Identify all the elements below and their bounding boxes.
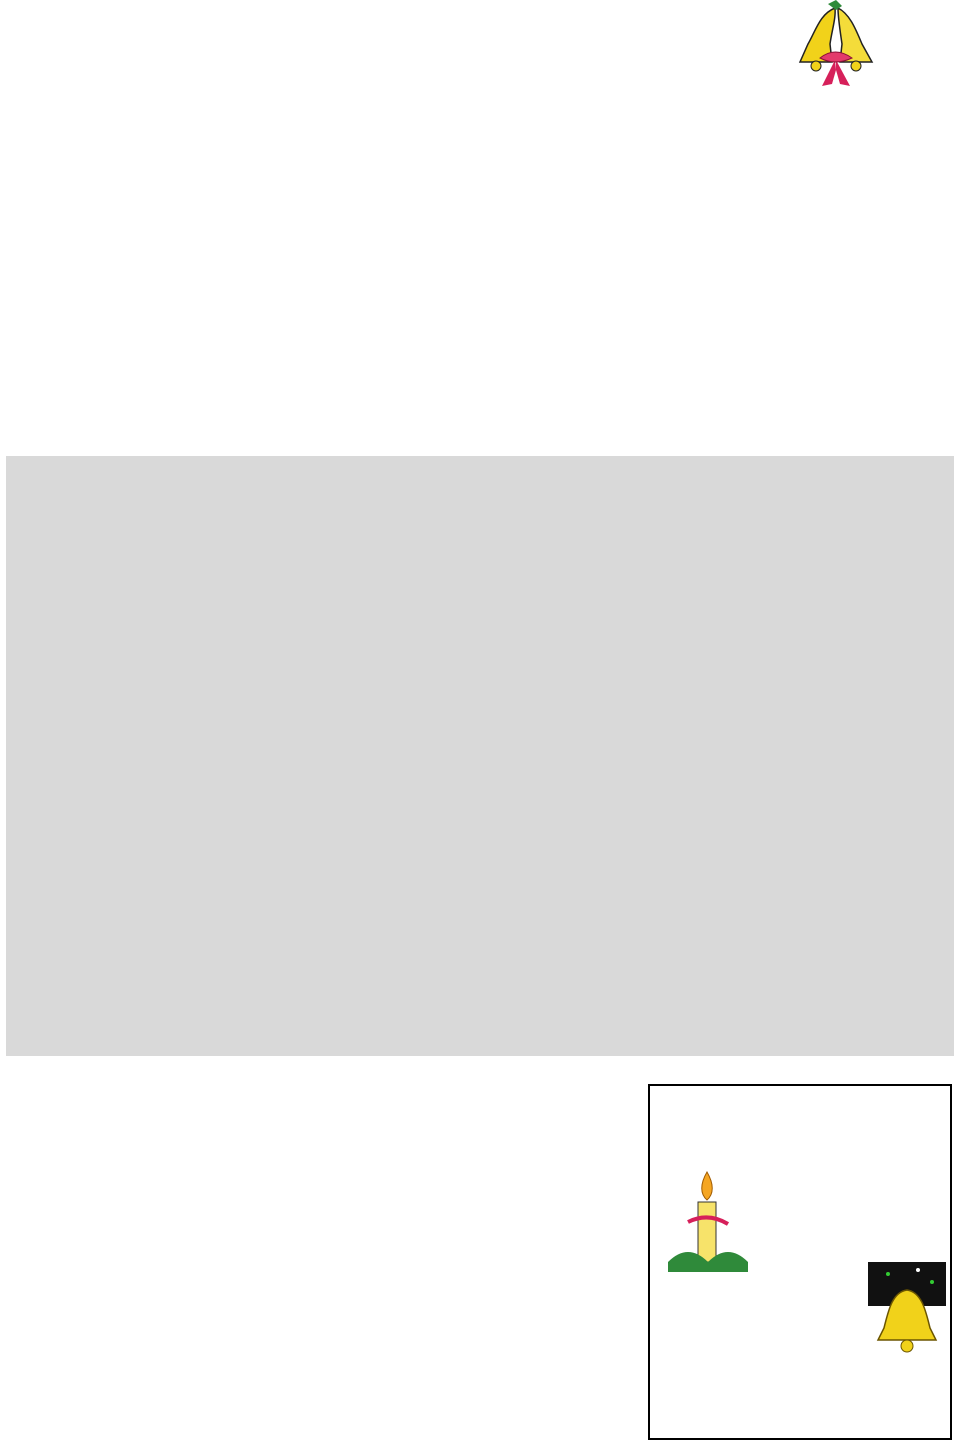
intro-article xyxy=(8,158,952,438)
candle-icon xyxy=(658,1162,758,1282)
holiday-greeting-ad xyxy=(648,1084,952,1440)
call-for-proposals-box xyxy=(6,456,954,1056)
bell-icon xyxy=(868,1262,946,1358)
christmas-bells-icon xyxy=(780,0,890,90)
